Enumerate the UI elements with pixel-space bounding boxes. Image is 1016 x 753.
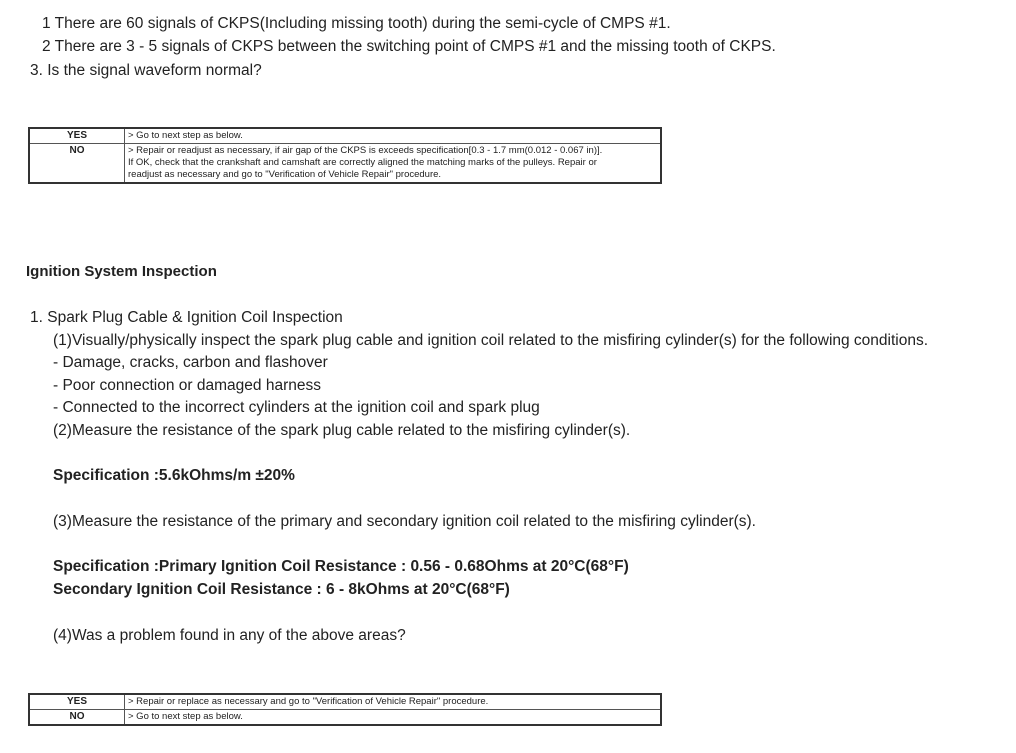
ckps-item-2: 2 There are 3 - 5 signals of CKPS between the switching point of CMPS #1 and the missing tooth of CKPS. — [42, 38, 776, 55]
step-question: (4)Was a problem found in any of the above areas? — [53, 627, 406, 644]
no-label: NO — [29, 710, 125, 726]
step-title: 1. Spark Plug Cable & Ignition Coil Inspection — [30, 309, 343, 326]
specification: Secondary Ignition Coil Resistance : 6 - 8kOhms at 20°C(68°F) — [53, 581, 510, 598]
section-heading: Ignition System Inspection — [26, 263, 217, 280]
no-action: > Go to next step as below. — [125, 710, 662, 726]
table-row — [29, 144, 661, 184]
ignition-result-table — [28, 693, 662, 726]
no-action-line: > Repair or readjust as necessary, if air gap of the CKPS is exceeds specification[0.3 - 1.7 mm(0.012 - 0.067 in)]. — [128, 145, 603, 156]
ckps-item-1: 1 There are 60 signals of CKPS(Including missing tooth) during the semi-cycle of CMPS #1. — [42, 15, 671, 32]
no-action-line: readjust as necessary and go to "Verification of Vehicle Repair" procedure. — [128, 169, 442, 180]
condition-item: - Poor connection or damaged harness — [53, 377, 321, 394]
yes-label: YES — [29, 128, 125, 144]
table-row — [29, 694, 661, 710]
condition-item: - Damage, cracks, carbon and flashover — [53, 354, 328, 371]
no-action-line: If OK, check that the crankshaft and camshaft are correctly aligned the matching marks of the pulleys. Repair or — [128, 157, 597, 168]
yes-label: YES — [29, 694, 125, 710]
condition-item: - Connected to the incorrect cylinders at the ignition coil and spark plug — [53, 399, 540, 416]
ckps-result-table — [28, 127, 662, 184]
ckps-question: 3. Is the signal waveform normal? — [30, 62, 262, 79]
yes-action: > Repair or replace as necessary and go to "Verification of Vehicle Repair" procedure. — [125, 694, 662, 710]
no-label: NO — [29, 144, 125, 184]
yes-action: > Go to next step as below. — [125, 128, 662, 144]
step-instruction: (3)Measure the resistance of the primary and secondary ignition coil related to the misfiring cylinder(s). — [53, 513, 756, 530]
table-row — [29, 128, 661, 144]
specification: Specification :5.6kOhms/m ±20% — [53, 467, 295, 484]
step-instruction: (1)Visually/physically inspect the spark plug cable and ignition coil related to the misfiring cylinder(s) for the following conditions. — [53, 332, 929, 349]
step-instruction: (2)Measure the resistance of the spark plug cable related to the misfiring cylinder(s). — [53, 422, 631, 439]
no-action — [125, 144, 662, 184]
table-row — [29, 710, 661, 726]
specification: Specification :Primary Ignition Coil Resistance : 0.56 - 0.68Ohms at 20°C(68°F) — [53, 558, 629, 575]
